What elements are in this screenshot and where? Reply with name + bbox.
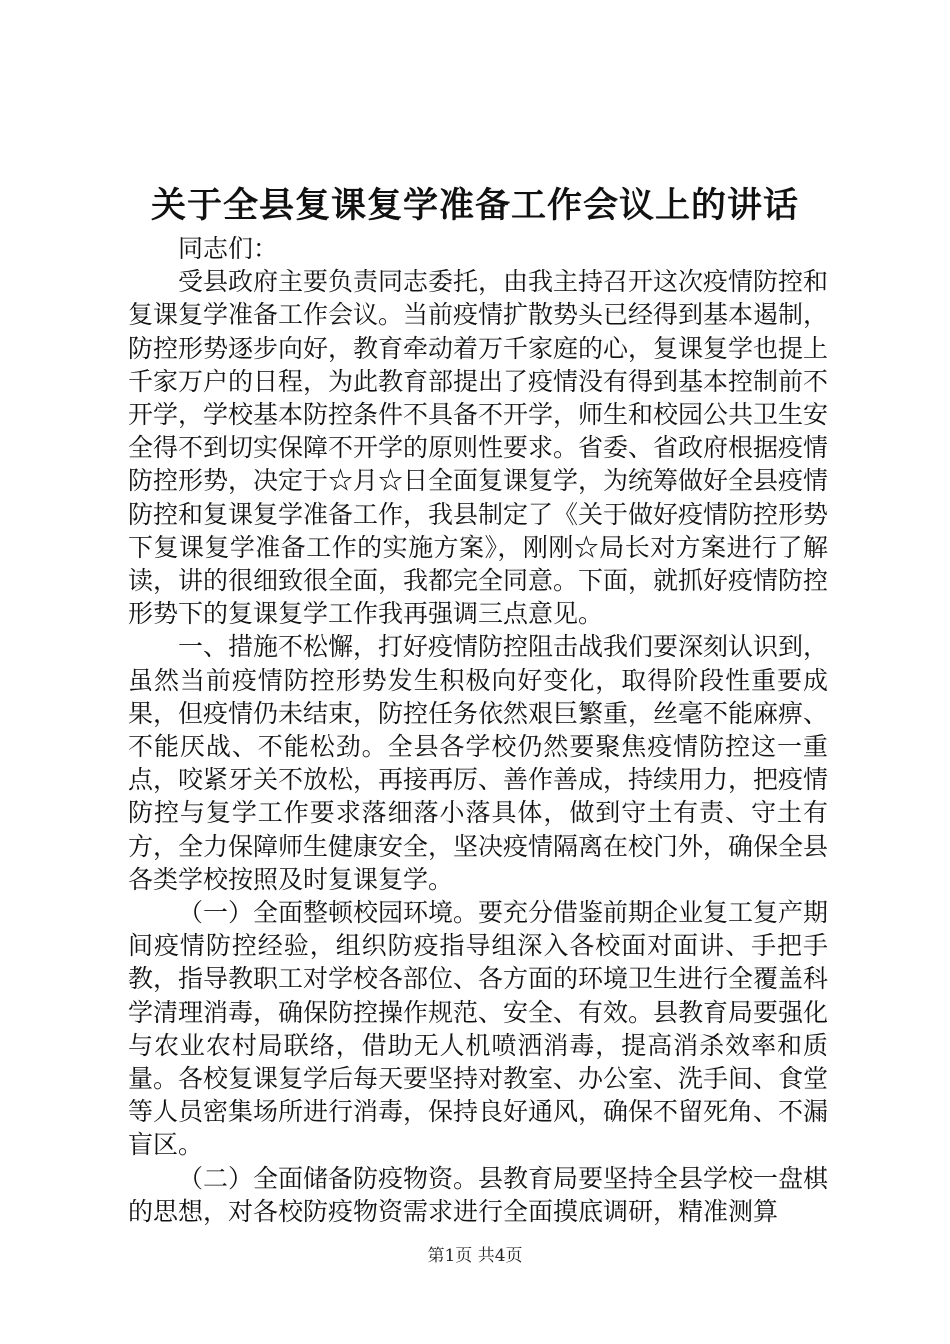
document-title: 关于全县复课复学准备工作会议上的讲话: [150, 185, 799, 226]
salutation: 同志们：: [178, 234, 279, 263]
document-body: [128, 232, 828, 1228]
page-footer: 第1页 共4页: [427, 1246, 523, 1266]
paragraph-intro: 受县政府主要负责同志委托，由我主持召开这次疫情防控和复课复学准备工作会议。当前疫情扩散势头已经得到基本遏制，防控形势逐步向好，教育牵动着万千家庭的心，复课复学也提上千家万户的日程，为此教育部提出了疫情没有得到基本控制前不开学，学校基本防控条件不具备不开学，师生和校园公共卫生安全得不到切实保障不开学的原则性要求。省委、省政府根据疫情防控形势，决定于☆月☆日全面复课复学，为统筹做好全县疫情防控和复课复学准备工作，我县制定了《关于做好疫情防控形势下复课复学准备工作的实施方案》，刚刚☆局长对方案进行了解读，讲的很细致很全面，我都完全同意。下面，就抓好疫情防控形势下的复课复学工作我再强调三点意见。: [128, 267, 829, 629]
paragraph-subsection-2: （二）全面储备防疫物资。县教育局要坚持全县学校一盘棋的思想，对各校防疫物资需求进行全面摸底调研，精准测算: [128, 1163, 829, 1226]
paragraph-section-1: 一、措施不松懈，打好疫情防控阻击战我们要深刻认识到，虽然当前疫情防控形势发生积极向好变化，取得阶段性重要成果，但疫情仍未结束，防控任务依然艰巨繁重，丝毫不能麻痹、不能厌战、不能松劲。全县各学校仍然要聚焦疫情防控这一重点，咬紧牙关不放松，再接再厉、善作善成，持续用力，把疫情防控与复学工作要求落细落小落具体，做到守土有责、守土有方，全力保障师生健康安全，坚决疫情隔离在校门外，确保全县各类学校按照及时复课复学。: [128, 632, 829, 894]
paragraph-subsection-1: （一）全面整顿校园环境。要充分借鉴前期企业复工复产期间疫情防控经验，组织防疫指导组深入各校面对面讲、手把手教，指导教职工对学校各部位、各方面的环境卫生进行全覆盖科学清理消毒，确保防控操作规范、安全、有效。县教育局要强化与农业农村局联络，借助无人机喷洒消毒，提高消杀效率和质量。各校复课复学后每天要坚持对教室、办公室、洗手间、食堂等人员密集场所进行消毒，保持良好通风，确保不留死角、不漏盲区。: [128, 898, 829, 1160]
